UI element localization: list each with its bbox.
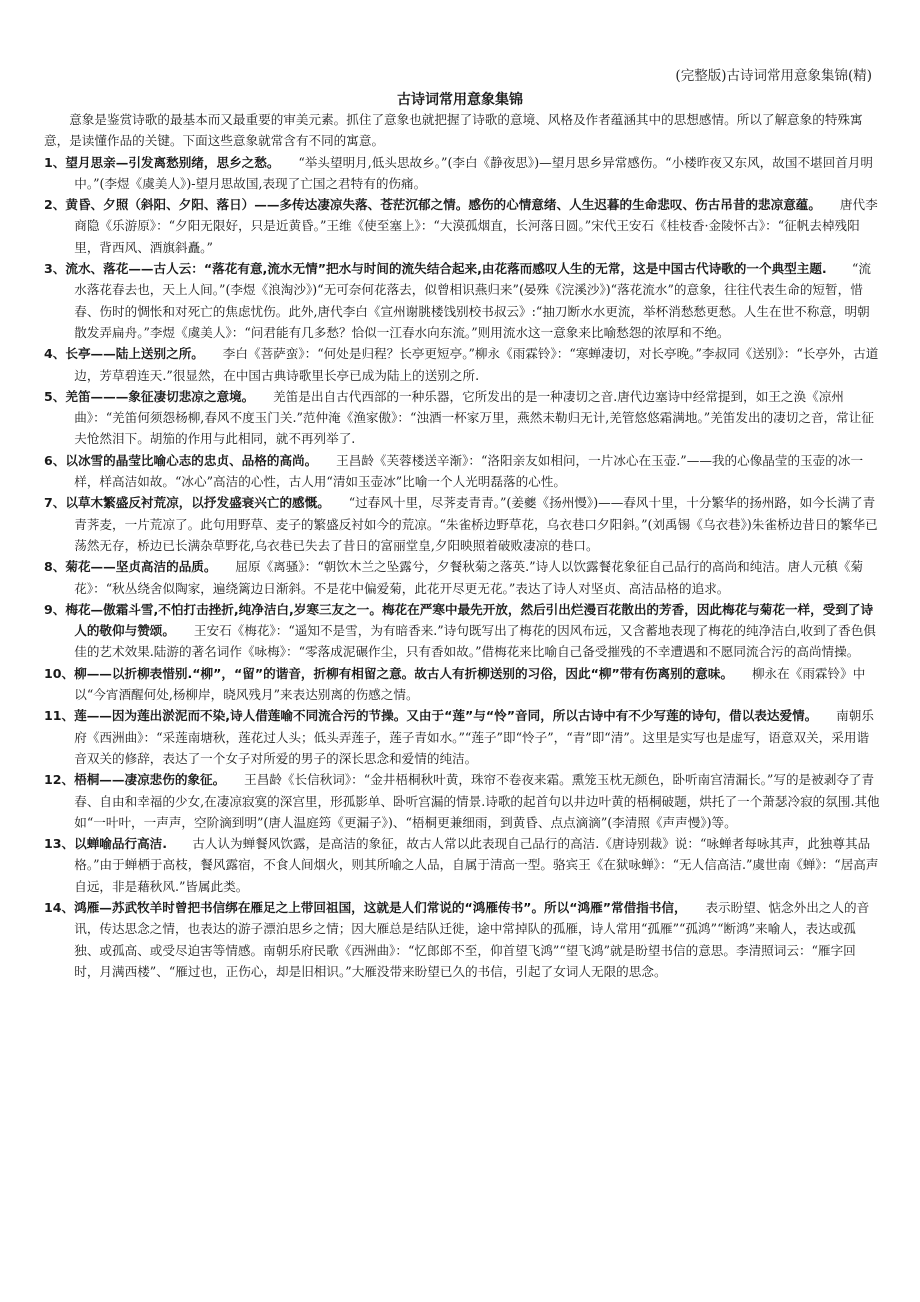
spacer	[815, 197, 840, 212]
imagery-item	[44, 833, 880, 897]
imagery-item-heading: 4、长亭——陆上送别之所。	[44, 346, 198, 362]
spacer	[167, 836, 192, 851]
imagery-list	[44, 152, 880, 983]
intro-paragraph: 意象是鉴赏诗歌的最基本而又最重要的审美元素。抓住了意象也就把握了诗歌的意境、风格及作者蕴涵其中的思想感情。所以了解意象的特殊寓意，是读懂作品的关键。下面这些意象就常含有不同的寓意。	[44, 112, 863, 149]
imagery-item	[44, 556, 880, 599]
imagery-item	[44, 258, 880, 343]
imagery-item-text: 李白《菩萨蛮》：“何处是归程？长亭更短亭。”柳永《雨霖铃》：“寒蝉凄切，对长亭晚。”李叔同《送别》：“长亭外，古道边，芳草碧连天.”很显然，在中国古典诗歌里长亭已成为陆上的送别之所.	[74, 346, 879, 383]
imagery-item	[44, 343, 880, 386]
imagery-item	[44, 450, 880, 493]
imagery-item-heading: 10、柳——以折柳表惜别.“柳”，“留”的谐音，折柳有相留之意。故古人有折柳送别的习俗，因此“柳”带有伤离别的意味。	[44, 665, 727, 681]
imagery-item	[44, 897, 880, 982]
imagery-item-text: 古人认为蝉餐风饮露，是高洁的象征，故古人常以此表现自己品行的高洁.《唐诗别裁》说：“咏蝉者每咏其声，此独尊其品格。”由于蝉栖于高枝，餐风露宿，不食人间烟火，则其所喻之人品，自属于清高一型。骆宾王《在狱咏蝉》：“无人信高洁.”虞世南《蝉》：“居高声自远，非是藉秋风.”皆属此类。	[74, 836, 879, 894]
spacer	[811, 708, 836, 723]
imagery-item-text: 王安石《梅花》：“遥知不是雪，为有暗香来.”诗句既写出了梅花的因风布远，又含蓄地表现了梅花的纯净洁白,收到了香色俱佳的艺术效果.陆游的著名词作《咏梅》：“零落成泥碾作尘，只有香如故。”借梅花来比喻自己备受摧残的不幸遭遇和不愿同流合污的高尚情操。	[74, 623, 876, 660]
imagery-item-heading: 12、梧桐——凄凉悲伤的象征。	[44, 772, 219, 788]
imagery-item	[44, 769, 880, 833]
imagery-item	[44, 663, 880, 706]
imagery-item-heading: 6、以冰雪的晶莹比喻心志的忠贞、品格的高尚。	[44, 452, 311, 468]
imagery-item-heading: 14、鸿雁—苏武牧羊时曾把书信绑在雁足之上带回祖国，这就是人们常说的“鸿雁传书”。所以“鸿雁”常借指书信，	[44, 899, 681, 915]
document-body	[44, 109, 880, 982]
imagery-item-text: 屈原《离骚》：“朝饮木兰之坠露兮，夕餐秋菊之落英.”诗人以饮露餐花象征自己品行的高尚和纯洁。唐人元稹《菊花》：“秋丛绕舍似陶家，遍绕篱边日渐斜。不是花中偏爱菊，此花开尽更无花。”表达了诗人对坚贞、高洁品格的追求。	[74, 559, 864, 596]
imagery-item-text: “流水落花春去也，天上人间。”(李煜《浪淘沙》)“无可奈何花落去，似曾相识燕归来”(晏殊《浣溪沙》)“落花流水”的意象，往往代表生命的短暂，惜春、伤时的惆怅和对死亡的焦虑忧伤。此外,唐代李白《宣州谢朓楼饯别校书叔云》:“抽刀断水水更流，举杯消愁愁更愁。人生在世不称意，明朝散发弄扁舟。”李煜《虞美人》：“问君能有几多愁？恰似一江春水向东流。”则用流水这一意象来比喻愁怨的浓厚和不绝。	[74, 261, 871, 340]
spacer	[680, 900, 705, 915]
spacer	[827, 261, 852, 276]
imagery-item-heading: 2、黄昏、夕照（斜阳、夕阳、落日）——多传达凄凉失落、苍茫沉郁之情。感伤的心情意绪、人生迟暮的生命悲叹、伤古吊昔的悲凉意蕴。	[44, 197, 815, 213]
imagery-item-heading: 3、流水、落花——古人云：“落花有意,流水无情”把水与时间的流失结合起来,由花落而感叹人生的无常，这是中国古代诗歌的一个典型主题.	[44, 261, 827, 277]
imagery-item	[44, 705, 880, 769]
imagery-item-heading: 13、以蝉喻品行高洁.	[44, 836, 168, 852]
imagery-item-text: “过春风十里，尽荠麦青青。”(姜夔《扬州慢》)——春风十里，十分繁华的扬州路，如今长满了青青荠麦，一片荒凉了。此句用野草、麦子的繁盛反衬如今的荒凉。“朱雀桥边野草花，乌衣巷口夕阳斜。”(刘禹锡《乌衣巷》)朱雀桥边昔日的繁华已荡然无存，桥边已长满杂草野花,乌衣巷已失去了昔日的富丽堂皇,夕阳映照着破败凄凉的巷口。	[74, 495, 878, 553]
page-header: (完整版)古诗词常用意象集锦(精)	[675, 68, 872, 84]
imagery-item-text: 柳永在《雨霖铃》中以“今宵酒醒何处,杨柳岸，晓风残月”来表达别离的伤感之情。	[74, 665, 866, 703]
imagery-item-text: 羌笛是出自古代西部的一种乐器，它所发出的是一种凄切之音.唐代边塞诗中经常提到，如王之涣《凉州曲》：“羌笛何须怨杨柳,春风不度玉门关.”范仲淹《渔家傲》：“浊酒一杯家万里，燕然未勒归无计,羌管悠悠霜满地。”羌笛发出的凄切之音，常让征夫怆然泪下。胡笳的作用与此相同，就不再列举了.	[74, 388, 874, 447]
imagery-item-heading: 5、羌笛———象征凄切悲凉之意境。	[44, 388, 248, 404]
imagery-item-text: 王昌龄《芙蓉楼送辛渐》：“洛阳亲友如相问，一片冰心在玉壶.”——我的心像晶莹的玉壶的冰一样，样高洁如故。“冰心”高洁的心性，古人用“清如玉壶冰”比喻一个人光明磊落的心性。	[74, 452, 864, 490]
imagery-item-text: 王昌龄《长信秋词》：“金井梧桐秋叶黄，珠帘不卷夜来霜。熏笼玉枕无颜色，卧听南宫清漏长。”写的是被剥夺了青春、自由和幸福的少女,在凄凉寂寞的深宫里，形孤影单、卧听宫漏的情景.诗歌的起首句以井边叶黄的梧桐破题，烘托了一个萧瑟冷寂的氛围.其他如“一叶叶，一声声，空阶滴到明”(唐人温庭筠《更漏子》)、“梧桐更兼细雨，到黄昏、点点滴滴”(李清照《声声慢》)等。	[74, 772, 880, 830]
imagery-item-text: 表示盼望、惦念外出之人的音讯，传达思念之情，也表达的游子漂泊思乡之情；因大雁总是结队迁徙，途中常掉队的孤雁，诗人常用“孤雁”“孤鸿”“断鸿”来喻人，表达或孤独、或孤高、或受尽迫害等情感。南朝乐府民歌《西洲曲》：“忆郎郎不至，仰首望飞鸿”“望飞鸿”就是盼望书信的意思。李清照词云：“雁字回时，月满西楼”、“雁过也，正伤心，却是旧相识。”大雁没带来盼望已久的书信，引起了女词人无限的思念。	[74, 899, 870, 979]
imagery-item-text: “举头望明月,低头思故乡。”(李白《静夜思》)—望月思乡异常感伤。“小楼昨夜又东风，故国不堪回首月明中。”(李煜《虞美人》)-望月思故国,表现了亡国之君特有的伤痛。	[74, 154, 874, 191]
spacer	[219, 772, 244, 787]
imagery-item-heading: 11、莲——因为莲出淤泥而不染,诗人借莲喻不同流合污的节操。又由于“莲”与“怜”音同，所以古诗中有不少写莲的诗句，借以表达爱情。	[44, 708, 811, 724]
spacer	[248, 389, 273, 404]
imagery-item	[44, 386, 880, 450]
spacer	[210, 559, 235, 574]
spacer	[311, 453, 336, 468]
document-title: 古诗词常用意象集锦	[397, 92, 523, 108]
spacer	[169, 623, 194, 638]
spacer	[324, 495, 349, 510]
imagery-item	[44, 194, 880, 258]
imagery-item-heading: 1、望月思亲—引发离愁别绪，思乡之愁。	[44, 154, 274, 170]
imagery-item-heading: 9、梅花—傲霜斗雪,不怕打击挫折,纯净洁白,岁寒三友之一。梅花在严寒中最先开放，然后引出烂漫百花散出的芳香，因此梅花与菊花一样，受到了诗人的敬仰与赞颂。	[44, 601, 874, 639]
imagery-item	[44, 152, 880, 195]
imagery-item-text: 唐代李商隐《乐游原》：“夕阳无限好，只是近黄昏。”王维《使至塞上》：“大漠孤烟直，长河落日圆。”宋代王安石《桂枝香·金陵怀古》：“征帆去棹残阳里，背西风、酒旗斜矗。”	[74, 197, 878, 255]
spacer	[273, 155, 298, 170]
imagery-item-heading: 7、以草木繁盛反衬荒凉，以抒发盛衰兴亡的感慨。	[44, 495, 324, 511]
imagery-item-text: 南朝乐府《西洲曲》：“采莲南塘秋，莲花过人头；低头弄莲子，莲子青如水。”“莲子”即“怜子”，“青”即“清”。这里是实写也是虚写，语意双关，采用谐音双关的修辞，表达了一个女子对所爱的男子的深长思念和爱情的纯洁。	[74, 708, 874, 766]
spacer	[198, 346, 223, 361]
spacer	[727, 666, 752, 681]
imagery-item	[44, 599, 880, 663]
imagery-item	[44, 492, 880, 556]
imagery-item-heading: 8、菊花——坚贞高洁的品质。	[44, 559, 211, 575]
